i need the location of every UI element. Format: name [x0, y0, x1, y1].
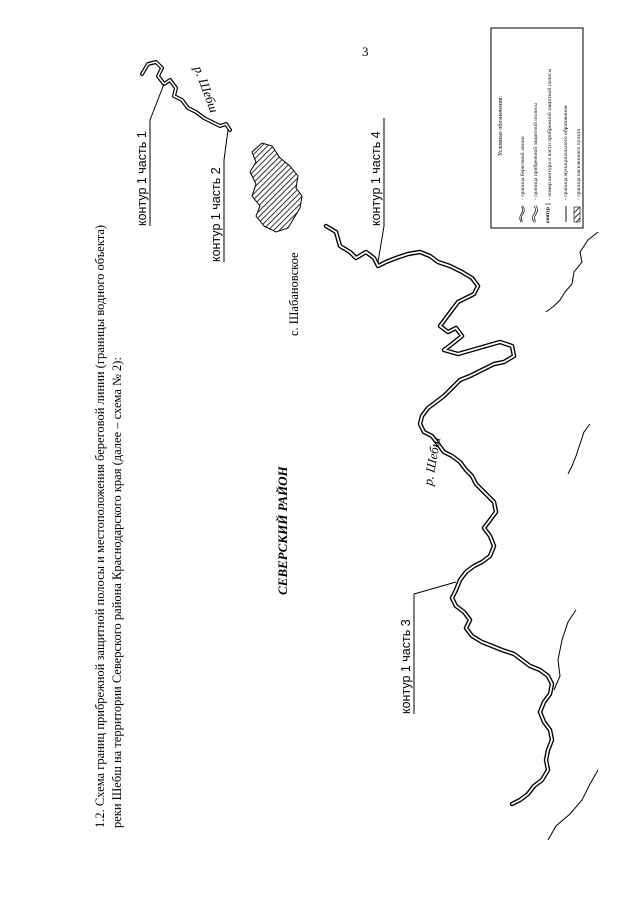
- legend-label-municipal-boundary: - граница муниципального образования: [563, 105, 569, 200]
- river-label-upper: р. Шебш: [191, 63, 222, 115]
- river-label-main: р. Шебш: [420, 436, 444, 487]
- page-number: 3: [362, 44, 369, 59]
- river-main-segment: [326, 226, 552, 804]
- legend-title: Условные обозначения:: [498, 95, 504, 157]
- legend-label-protective-strip: - граница прибрежной защитной полосы: [533, 103, 539, 200]
- district-label: СЕВЕРСКИЙ РАЙОН: [275, 466, 290, 595]
- municipal-boundaries: [546, 232, 598, 840]
- heading-line1: 1.2. Схема границ прибрежной защитной полосы и местоположения береговой линии (границы водного объекта): [93, 224, 107, 828]
- contour-label-part-2: контур 1 часть 2: [209, 167, 223, 262]
- legend-symbol-contour-number: контур: [546, 207, 551, 223]
- contour-label-part-3: контур 1 часть 3: [399, 619, 413, 714]
- legend: [491, 28, 583, 228]
- legend-symbol-settlement: [574, 207, 580, 222]
- contour-label-part-4: контур 1 часть 4: [369, 131, 383, 226]
- settlement-label: с. Шабановское: [287, 252, 301, 336]
- settlement-area: [250, 143, 302, 232]
- legend-label-contour-number: - номер контура и части прибрежной защитной полосы: [547, 68, 553, 200]
- heading-line2: реки Шебш на территории Северского района Краснодарского края (далее – схема № 2):: [110, 357, 124, 828]
- legend-label-settlement: - граница населенного пункта: [576, 128, 582, 200]
- contour-label-part-1: контур 1 часть 1: [135, 131, 149, 226]
- legend-label-shoreline: - граница береговой линии: [520, 136, 526, 200]
